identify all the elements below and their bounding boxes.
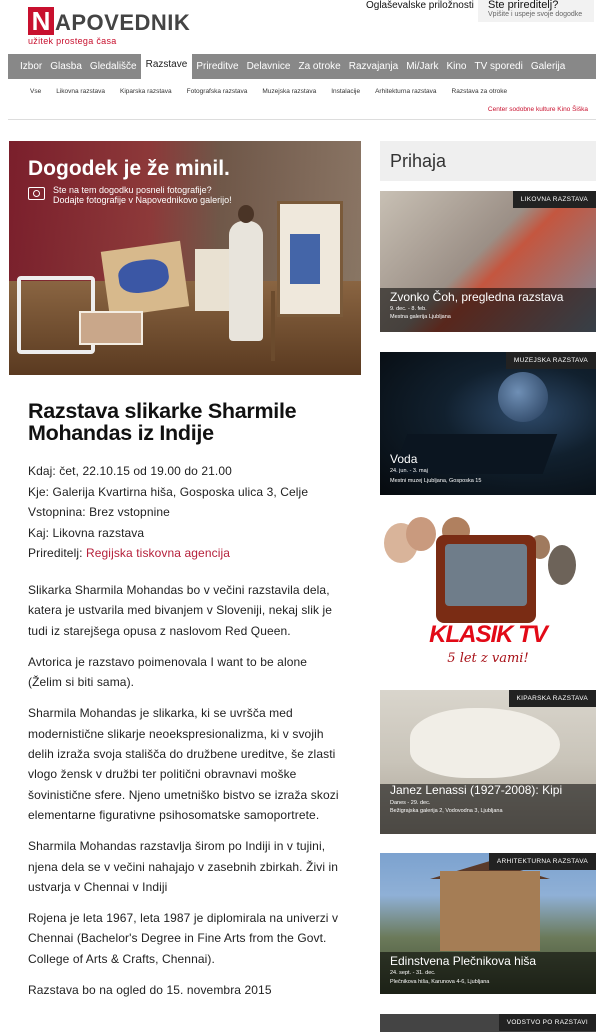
camera-icon — [28, 187, 45, 200]
category-badge: VODSTVO PO RAZSTAVI — [499, 1014, 596, 1031]
nav-item-za-otroke[interactable]: Za otroke — [298, 61, 341, 72]
subnav-item-vse[interactable]: Vse — [30, 88, 42, 95]
card-date: 9. dec. - 8. feb. — [390, 306, 427, 312]
subnav-item-fotografska[interactable]: Fotografska razstava — [186, 88, 248, 95]
tv-set-image — [436, 535, 536, 623]
nav-item-mijark[interactable]: Mi/Jark — [406, 61, 439, 72]
card-date: 24. jun. - 3. maj — [390, 468, 428, 474]
logo-initial: N — [28, 7, 54, 35]
upcoming-card[interactable] — [380, 1014, 596, 1032]
organizer-label: Prireditelj: — [28, 546, 86, 560]
nav-item-tv-sporedi[interactable]: TV sporedi — [474, 61, 523, 72]
add-photos-line1: Ste na tem dogodku posneli fotografije? — [53, 185, 212, 195]
description-paragraph: Slikarka Sharmila Mohandas bo v večini razstavila dela, katera je ustvarila med bivanjem v Sloveniji, nekaj slik je tudi iz starejšega opusa z naslovom Red Queen. — [28, 583, 333, 638]
event-type: Kaj: Likovna razstava — [28, 525, 145, 540]
logo-tagline: užitek prostega časa — [28, 36, 117, 46]
nav-item-glasba[interactable]: Glasba — [50, 61, 82, 72]
nav-item-gledalisce[interactable]: Gledališče — [89, 61, 137, 72]
site-logo[interactable] — [28, 7, 190, 35]
promo-title: Ste prireditelj? — [488, 0, 559, 11]
category-badge: ARHITEKTURNA RAZSTAVA — [489, 853, 596, 870]
subnav-item-muzejska[interactable]: Muzejska razstava — [262, 88, 317, 95]
add-photos-link[interactable] — [53, 185, 232, 205]
promo-subtitle: Vpišite i uspeje svoje dogodke — [488, 11, 583, 18]
klasik-tv-logo: KLASIK TV — [429, 621, 547, 648]
advertising-link[interactable]: Oglaševalske priložnosti — [366, 0, 474, 11]
subnav-item-za-otroke[interactable]: Razstava za otroke — [451, 88, 508, 95]
divider — [8, 119, 596, 120]
card-title: Voda — [390, 452, 418, 466]
category-badge: KIPARSKA RAZSTAVA — [509, 690, 596, 707]
event-photo — [9, 141, 361, 375]
upcoming-card[interactable] — [380, 853, 596, 994]
nav-item-delavnice[interactable]: Delavnice — [246, 61, 291, 72]
organizer-link[interactable]: Regijska tiskovna agencija — [85, 546, 230, 560]
event-description — [28, 580, 340, 1011]
subnav-item-likovna[interactable]: Likovna razstava — [56, 88, 105, 95]
nav-item-kino[interactable]: Kino — [446, 61, 467, 72]
upcoming-card[interactable] — [380, 352, 596, 495]
sub-nav — [8, 79, 596, 119]
upcoming-card[interactable] — [380, 690, 596, 834]
upcoming-card[interactable] — [380, 191, 596, 332]
nav-item-razvajanja[interactable]: Razvajanja — [348, 61, 399, 72]
description-paragraph: Razstava bo na ogled do 15. novembra 2015 — [28, 983, 272, 998]
nav-item-galerija[interactable]: Galerija — [530, 61, 566, 72]
category-badge: MUZEJSKA RAZSTAVA — [506, 352, 596, 369]
subnav-item-kino-siska[interactable]: Center sodobne kulture Kino Šiška — [487, 106, 588, 113]
description-paragraph: Rojena je leta 1967, leta 1987 je diplomirala na univerzi v Chennai (Bachelor's Degree in Fine Arts from the Govt. College of Arts & Crafts, Chennai). — [28, 911, 339, 966]
card-title: Zvonko Čoh, pregledna razstava — [390, 290, 564, 304]
card-venue: Bežigrajska galerija 2, Vodovodna 3, Ljubljana — [390, 808, 503, 814]
subnav-item-instalacije[interactable]: Instalacije — [331, 88, 361, 95]
main-nav — [8, 54, 596, 79]
logo-text: APOVEDNIK — [55, 10, 191, 35]
event-where: Kje: Galerija Kvartirna hiša, Gosposka ulica 3, Celje — [28, 484, 309, 499]
card-date: 24. sept. - 31. dec. — [390, 970, 436, 976]
sidebar-heading — [380, 141, 596, 181]
subnav-item-arhitekturna[interactable]: Arhitekturna razstava — [375, 88, 437, 95]
event-entry: Vstopnina: Brez vstopnine — [28, 505, 170, 519]
subnav-item-kiparska[interactable]: Kiparska razstava — [119, 88, 172, 95]
nav-item-prireditve[interactable]: Prireditve — [196, 61, 239, 72]
card-title: Edinstvena Plečnikova hiša — [390, 954, 537, 968]
event-title: Razstava slikarke Sharmile Mohandas iz Indije — [28, 399, 297, 445]
card-venue: Plečnikova hiša, Karunova 4-6, Ljubljana — [390, 979, 490, 985]
add-photos-line2: Dodajte fotografije v Napovednikovo galerijo! — [53, 195, 232, 205]
sidebar-heading-text: Prihaja — [390, 151, 447, 171]
organizer-promo[interactable] — [478, 0, 594, 22]
nav-item-izbor[interactable]: Izbor — [20, 61, 43, 72]
card-title: Janez Lenassi (1927-2008): Kipi — [390, 783, 563, 797]
klasik-tv-ad[interactable] — [380, 515, 596, 670]
event-facts — [28, 461, 308, 564]
category-badge: LIKOVNA RAZSTAVA — [513, 191, 596, 208]
event-organizer — [28, 543, 308, 564]
description-paragraph: Sharmila Mohandas razstavlja širom po Indiji in v tujini, njena dela se v večini nahajajo v zasebnih zbirkah. Živi in ustvarja v Chennai v Indiji — [28, 839, 339, 894]
description-paragraph: Sharmila Mohandas je slikarka, ki se uvršča med modernistične slikarje neoekspresionalizma, ki v svojih delih izraža svoja stališča do družbene ureditve, še zlasti vlogo žensk v družbi ter politični obravnavi moške šovinistične sfere. Njeno umetniško bistvo se izraža skozi elementarne figurativne psihosomatske samoportrete. — [28, 706, 339, 822]
description-paragraph: Avtorica je razstavo poimenovala I want to be alone (Želim si biti sama). — [28, 654, 308, 690]
nav-item-razstave[interactable]: Razstave — [141, 51, 193, 79]
card-venue: Mestna galerija Ljubljana — [390, 314, 451, 320]
klasik-tv-tagline: 5 let z vami! — [447, 651, 529, 666]
event-when: Kdaj: čet, 22.10.15 od 19.00 do 21.00 — [28, 464, 232, 478]
card-venue: Mestni muzej Ljubljana, Gosposka 15 — [390, 478, 482, 484]
event-past-title: Dogodek je že minil. — [28, 157, 230, 180]
card-date: Danes - 29. dec. — [390, 800, 431, 806]
